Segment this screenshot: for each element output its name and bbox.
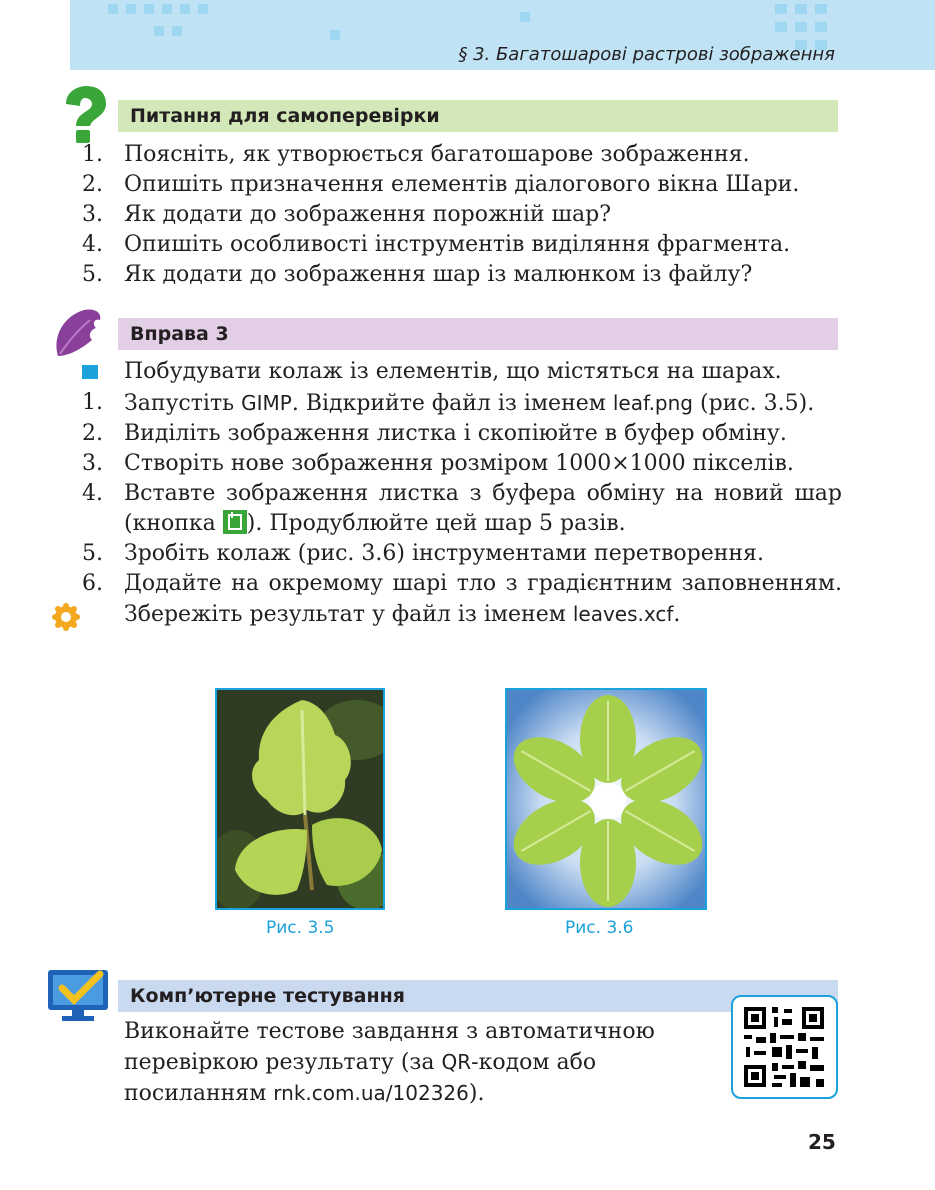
list-item: 3. Створіть нове зображення розміром 1000×1000 пікселів.: [82, 451, 794, 476]
test-title: Комп’ютерне тестування: [118, 980, 838, 1012]
feather-icon: [50, 306, 106, 362]
figure-leaf-photo: [215, 688, 385, 910]
list-item: 6. Додайте на окремому шарі тло з градієнтним заповненням. Збережіть результат у файл із іменем leaves.xcf.: [82, 571, 842, 627]
figure-caption: Рис. 3.6: [565, 918, 634, 938]
new-layer-button-icon: [223, 510, 247, 534]
figure-caption: Рис. 3.5: [266, 918, 335, 938]
list-item: 2. Виділіть зображення листка і скопіюйте в буфер обміну.: [82, 421, 787, 446]
list-item: 4. Вставте зображення листка з буфера обміну на новий шар (кнопка ). Продублюйте цей шар 5 разів.: [82, 481, 842, 536]
list-item: 5. Зробіть колаж (рис. 3.6) інструментами перетворення.: [82, 541, 764, 566]
selfcheck-title: Питання для самоперевірки: [118, 100, 838, 132]
list-item: 4. Опишіть особливості інструментів виділяння фрагмента.: [82, 232, 791, 257]
list-item: 2. Опишіть призначення елементів діалогового вікна Шари.: [82, 172, 800, 197]
selfcheck-list: [82, 140, 842, 290]
section-header-title: § 3. Багатошарові растрові зображення: [458, 44, 835, 65]
exercise-list: [82, 357, 842, 630]
page-number: 25: [808, 1130, 836, 1154]
bullet-square-icon: [82, 365, 98, 379]
list-item: 5. Як додати до зображення шар із малюнком із файлу?: [82, 262, 753, 287]
figure-leaf-collage: [505, 688, 707, 910]
difficulty-gear-icon: [52, 603, 80, 631]
qr-code[interactable]: [731, 995, 838, 1099]
list-item: 1. Запустіть GIMP. Відкрийте файл із іменем leaf.png (рис. 3.5).: [82, 390, 815, 416]
list-item: 1. Поясніть, як утворюється багатошарове зображення.: [82, 142, 750, 167]
exercise-intro: Побудувати колаж із елементів, що містяться на шарах.: [82, 357, 842, 388]
list-item: 3. Як додати до зображення порожній шар?: [82, 202, 611, 227]
test-description: Виконайте тестове завдання з автоматичною перевіркою результату (за QR-кодом або посиланням rnk.com.ua/102326).: [124, 1019, 655, 1106]
question-mark-icon: [58, 84, 110, 146]
exercise-title: Вправа 3: [118, 318, 838, 350]
monitor-check-icon: [46, 968, 110, 1024]
